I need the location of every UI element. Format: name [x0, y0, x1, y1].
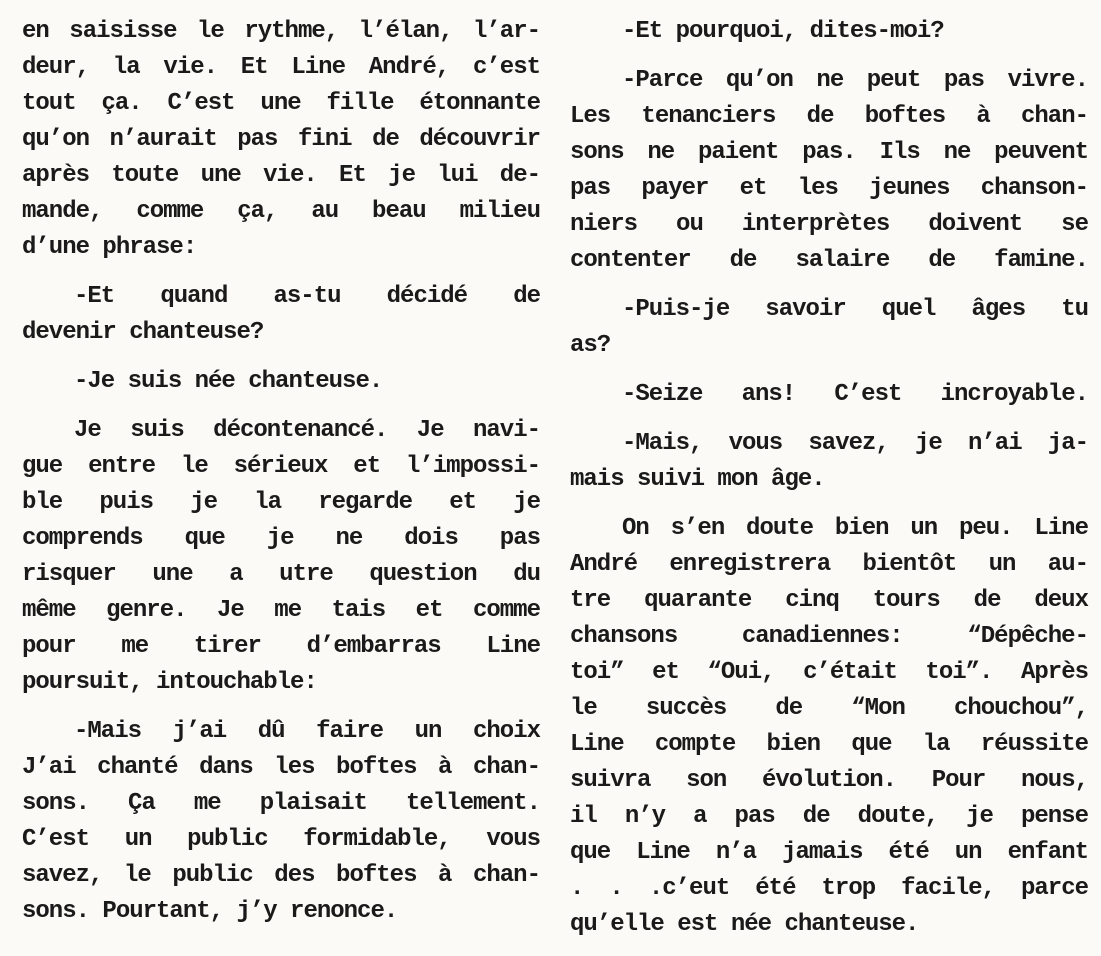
text-line: -Mais j’ai dû faire un choix: [74, 718, 540, 745]
paragraph: [22, 14, 540, 266]
text-line: -Et quand as-tu décidé de: [74, 283, 540, 310]
text-line: toi” et “Oui, c’était toi”. Après: [570, 659, 1088, 686]
text-line: Line compte bien que la réussite: [570, 731, 1088, 758]
text-line: même genre. Je me tais et comme: [22, 597, 540, 624]
text-line: mais suivi mon âge.: [570, 466, 825, 493]
text-line: -Mais, vous savez, je n’ai ja-: [622, 430, 1088, 457]
text-line: . . .c’eut été trop facile, parce: [570, 875, 1088, 902]
text-line: sons ne paient pas. Ils ne peuvent: [570, 139, 1088, 166]
paragraph: [570, 426, 1088, 498]
text-line: gue entre le sérieux et l’impossi-: [22, 453, 540, 480]
text-line: il n’y a pas de doute, je pense: [570, 803, 1088, 830]
paragraph: [22, 714, 540, 930]
text-line: C’est un public formidable, vous: [22, 826, 540, 853]
text-line: devenir chanteuse?: [22, 319, 264, 346]
text-line: pas payer et les jeunes chanson-: [570, 175, 1088, 202]
text-line: risquer une a utre question du: [22, 561, 540, 588]
text-line: savez, le public des boftes à chan-: [22, 862, 540, 889]
text-line: -Seize ans! C’est incroyable.: [622, 381, 1088, 408]
text-line: mande, comme ça, au beau milieu: [22, 198, 540, 225]
text-line: -Et pourquoi, dites-moi?: [622, 18, 944, 45]
text-line: -Parce qu’on ne peut pas vivre.: [622, 67, 1088, 94]
paragraph: [570, 511, 1088, 943]
text-line: poursuit, intouchable:: [22, 669, 317, 696]
text-line: le succès de “Mon chouchou”,: [570, 695, 1088, 722]
text-line: tre quarante cinq tours de deux: [570, 587, 1088, 614]
text-line: suivra son évolution. Pour nous,: [570, 767, 1088, 794]
text-line: Je suis décontenancé. Je navi-: [74, 417, 540, 444]
text-line: Les tenanciers de boftes à chan-: [570, 103, 1088, 130]
paragraph: [22, 279, 540, 351]
right-column: [570, 14, 1088, 956]
paragraph: [570, 377, 1088, 413]
text-line: ble puis je la regarde et je: [22, 489, 540, 516]
paragraph: [570, 14, 1088, 50]
text-line: contenter de salaire de famine.: [570, 247, 1088, 274]
text-line: qu’on n’aurait pas fini de découvrir: [22, 126, 540, 153]
text-line: niers ou interprètes doivent se: [570, 211, 1088, 238]
text-line: pour me tirer d’embarras Line: [22, 633, 540, 660]
text-line: On s’en doute bien un peu. Line: [622, 515, 1088, 542]
text-line: comprends que je ne dois pas: [22, 525, 540, 552]
paragraph: [22, 413, 540, 701]
text-line: -Je suis née chanteuse.: [74, 368, 383, 395]
text-line: as?: [570, 332, 611, 359]
text-line: J’ai chanté dans les boftes à chan-: [22, 754, 540, 781]
text-line: après toute une vie. Et je lui de-: [22, 162, 540, 189]
text-line: deur, la vie. Et Line André, c’est: [22, 54, 540, 81]
text-line: en saisisse le rythme, l’élan, l’ar-: [22, 18, 540, 45]
paragraph: [570, 292, 1088, 364]
text-line: André enregistrera bientôt un au-: [570, 551, 1088, 578]
text-line: -Puis-je savoir quel âges tu: [622, 296, 1088, 323]
paragraph: [22, 364, 540, 400]
text-line: sons. Ça me plaisait tellement.: [22, 790, 540, 817]
left-column: [22, 14, 540, 956]
text-line: d’une phrase:: [22, 234, 197, 261]
text-line: qu’elle est née chanteuse.: [570, 911, 919, 938]
text-line: sons. Pourtant, j’y renonce.: [22, 898, 398, 925]
text-line: tout ça. C’est une fille étonnante: [22, 90, 540, 117]
text-line: que Line n’a jamais été un enfant: [570, 839, 1088, 866]
paragraph: [570, 63, 1088, 279]
text-line: chansons canadiennes: “Dépêche-: [570, 623, 1088, 650]
